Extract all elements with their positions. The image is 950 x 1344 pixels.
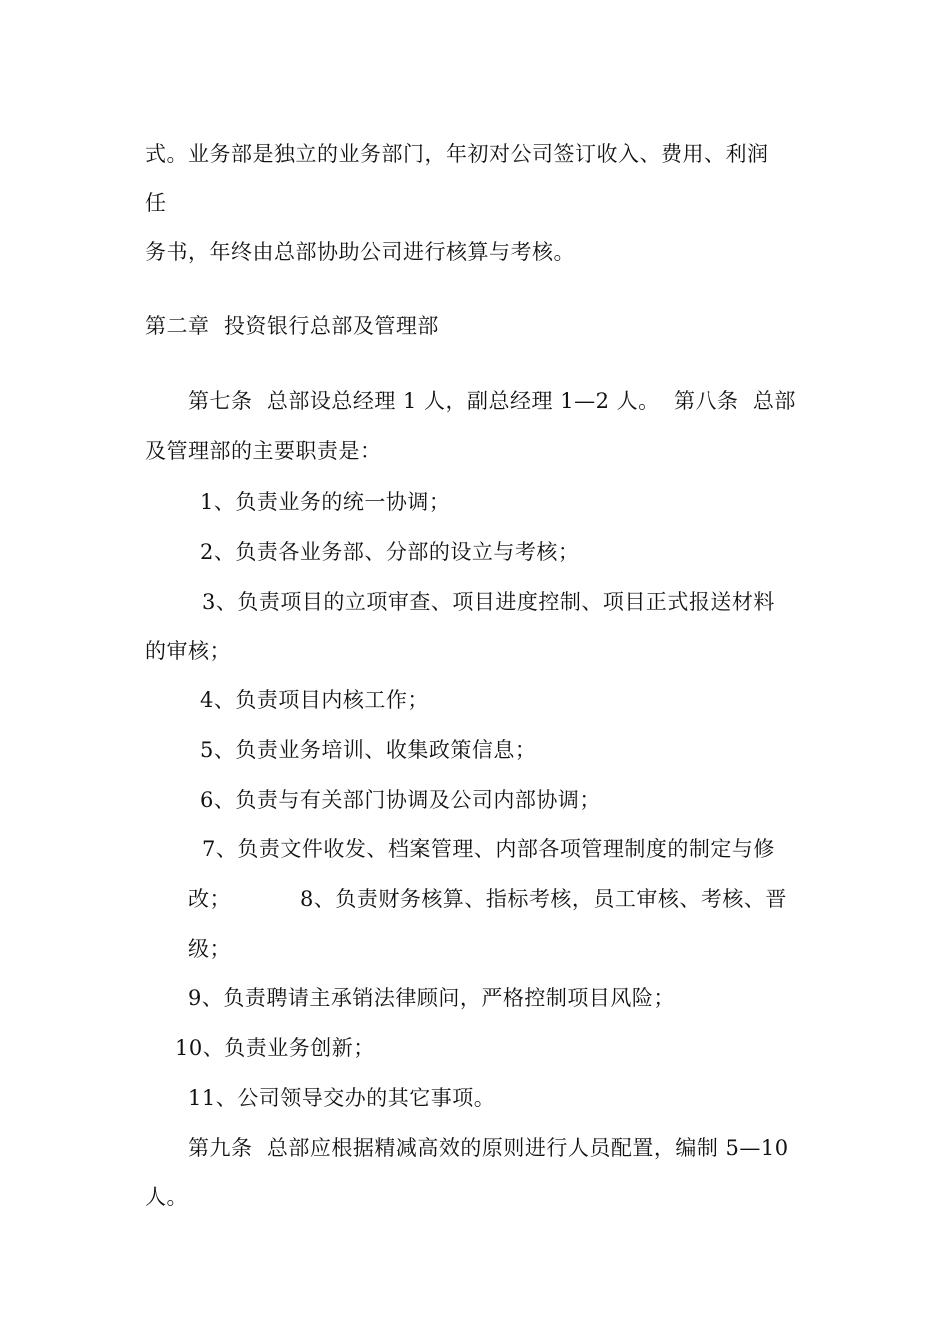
text-line-2: 任 <box>145 191 167 215</box>
duty-item-8: 8、负责财务核算、指标考核，员工审核、考核、晋 <box>300 887 787 911</box>
article-8-intro: 及管理部的主要职责是： <box>145 439 382 463</box>
article-9-cont: 人。 <box>145 1185 188 1209</box>
text-line-3: 务书，年终由总部协助公司进行核算与考核。 <box>145 240 575 264</box>
duty-item-3: 3、负责项目的立项审查、项目进度控制、项目正式报送材料 <box>202 590 775 614</box>
duty-item-8-cont: 级； <box>188 937 231 961</box>
duty-item-11: 11、公司领导交办的其它事项。 <box>188 1086 496 1110</box>
text-line-1: 式。业务部是独立的业务部门，年初对公司签订收入、费用、利润 <box>145 142 769 166</box>
duty-item-10: 10、负责业务创新； <box>175 1036 375 1060</box>
duty-item-3-cont: 的审核； <box>145 639 231 663</box>
duty-item-1: 1、负责业务的统一协调； <box>200 490 451 514</box>
article-9-line: 第九条 总部应根据精减高效的原则进行人员配置，编制 5—10 <box>188 1136 789 1160</box>
duty-item-4: 4、负责项目内核工作； <box>200 688 429 712</box>
duty-item-2: 2、负责各业务部、分部的设立与考核； <box>200 540 580 564</box>
duty-item-9: 9、负责聘请主承销法律顾问，严格控制项目风险； <box>188 986 675 1010</box>
duty-item-7-cont: 改； <box>188 887 231 911</box>
duty-item-7: 7、负责文件收发、档案管理、内部各项管理制度的制定与修 <box>202 837 775 861</box>
article-7-8-line: 第七条 总部设总经理 1 人，副总经理 1—2 人。 第八条 总部 <box>188 389 796 413</box>
duty-item-5: 5、负责业务培训、收集政策信息； <box>200 738 537 762</box>
chapter-heading: 第二章 投资银行总部及管理部 <box>145 314 439 338</box>
duty-item-6: 6、负责与有关部门协调及公司内部协调； <box>200 788 601 812</box>
